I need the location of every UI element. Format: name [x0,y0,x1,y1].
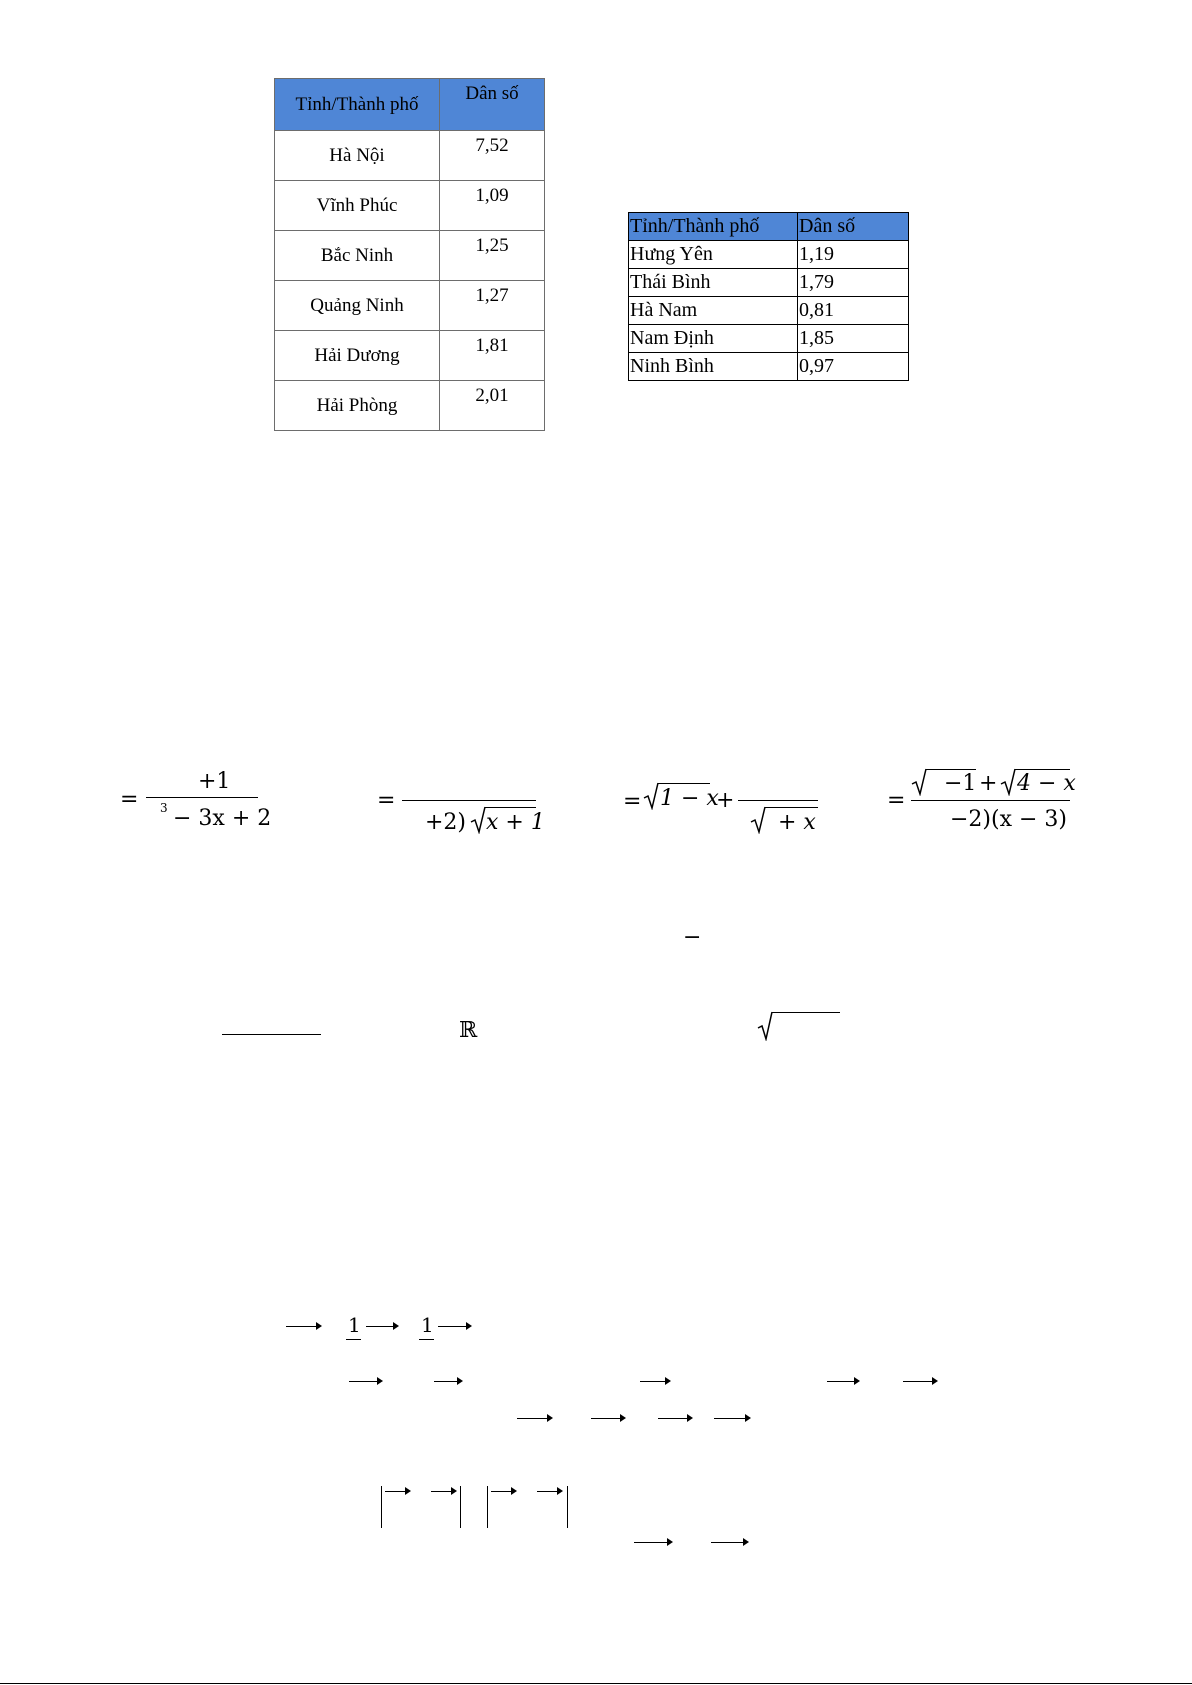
vector-arrow-icon [431,1487,457,1497]
fraction-bar [911,800,1070,801]
radical-bar [926,769,976,770]
population-cell: 1,25 [440,231,545,281]
sqrt-icon [643,782,659,810]
abs-bar [567,1486,568,1528]
header-province: Tỉnh/Thành phố [629,213,798,241]
vector-arrow-icon [903,1377,938,1387]
vector-arrow-icon [491,1487,517,1497]
population-cell: 1,09 [440,181,545,231]
province-cell: Hà Nam [629,297,798,325]
table-row [275,331,545,381]
vector-arrow-icon [537,1487,563,1497]
plus-sign: + [716,788,735,813]
plus-sign: + [979,771,998,796]
radical-bar [485,807,536,808]
province-cell: Hải Phòng [275,381,440,431]
table-header-row [275,79,545,131]
table-row [629,241,909,269]
province-cell: Nam Định [629,325,798,353]
header-population: Dân số [440,79,545,131]
population-table-2 [628,212,909,381]
population-cell: 1,27 [440,281,545,331]
province-cell: Quảng Ninh [275,281,440,331]
population-cell: 2,01 [440,381,545,431]
table-row [629,297,909,325]
page-footer-rule [0,1683,1192,1684]
equals-sign: = [623,789,642,814]
header-population: Dân số [798,213,909,241]
table-row [275,231,545,281]
fraction-bar [222,1034,321,1035]
province-cell: Hải Dương [275,331,440,381]
population-cell: 1,79 [798,269,909,297]
population-table-1 [274,78,545,431]
fraction-bar [402,800,536,801]
population-cell: 1,81 [440,331,545,381]
sqrt-icon [911,768,927,796]
province-cell: Bắc Ninh [275,231,440,281]
radical-bar [658,783,710,784]
vector-arrow-icon [349,1377,383,1387]
sqrt-icon [470,806,486,834]
vector-arrow-icon [640,1377,671,1387]
population-cell: 1,85 [798,325,909,353]
vector-arrow-icon [438,1322,472,1332]
half-numerator: 1 [348,1313,361,1337]
radical-bar [765,807,818,808]
reals-symbol: ℝ [459,1018,478,1043]
province-cell: Thái Bình [629,269,798,297]
radicand-2: 4 − x [1017,771,1076,796]
denominator: + x [778,810,816,835]
population-cell: 7,52 [440,131,545,181]
province-cell: Ninh Bình [629,353,798,381]
vector-arrow-icon [827,1377,860,1387]
population-cell: 0,81 [798,297,909,325]
fraction-bar [419,1339,434,1340]
sqrt-icon [757,1011,773,1041]
denominator: − 3x + 2 [173,806,272,831]
numerator: +1 [198,769,231,794]
vector-arrow-icon [434,1377,463,1387]
radical-bar [772,1012,840,1013]
table-header-row [629,213,909,241]
table-row [629,269,909,297]
table-row [275,281,545,331]
sqrt-icon [750,806,766,834]
vector-arrow-icon [286,1322,322,1332]
table-row [275,131,545,181]
vector-arrow-icon [385,1487,411,1497]
fraction-bar [738,800,818,801]
vector-arrow-icon [366,1322,399,1332]
exponent: 3 [160,801,168,815]
table-row [275,381,545,431]
sqrt-icon [1000,768,1016,796]
province-cell: Vĩnh Phúc [275,181,440,231]
table-row [275,181,545,231]
half-numerator: 1 [421,1313,434,1337]
vector-arrow-icon [658,1414,693,1424]
minus-sign: − [683,925,702,950]
equals-sign: = [377,788,396,813]
population-cell: 1,19 [798,241,909,269]
vector-arrow-icon [634,1538,673,1548]
header-province: Tỉnh/Thành phố [275,79,440,131]
denominator: −2)(x − 3) [950,807,1068,832]
province-cell: Hà Nội [275,131,440,181]
equals-sign: = [887,788,906,813]
fraction-bar [146,797,258,798]
radicand-1: −1 [944,771,977,796]
fraction-bar [346,1339,361,1340]
denominator: +2) [425,810,467,835]
radicand: 1 − x [660,786,719,811]
table-row [629,325,909,353]
province-cell: Hưng Yên [629,241,798,269]
vector-arrow-icon [591,1414,626,1424]
vector-arrow-icon [714,1414,751,1424]
radicand: x + 1 [486,810,545,835]
table-row [629,353,909,381]
abs-bar [487,1486,488,1528]
population-cell: 0,97 [798,353,909,381]
vector-arrow-icon [517,1414,553,1424]
abs-bar [460,1486,461,1528]
vector-arrow-icon [711,1538,749,1548]
equals-sign: = [120,787,139,812]
abs-bar [381,1486,382,1528]
radical-bar [1015,769,1070,770]
